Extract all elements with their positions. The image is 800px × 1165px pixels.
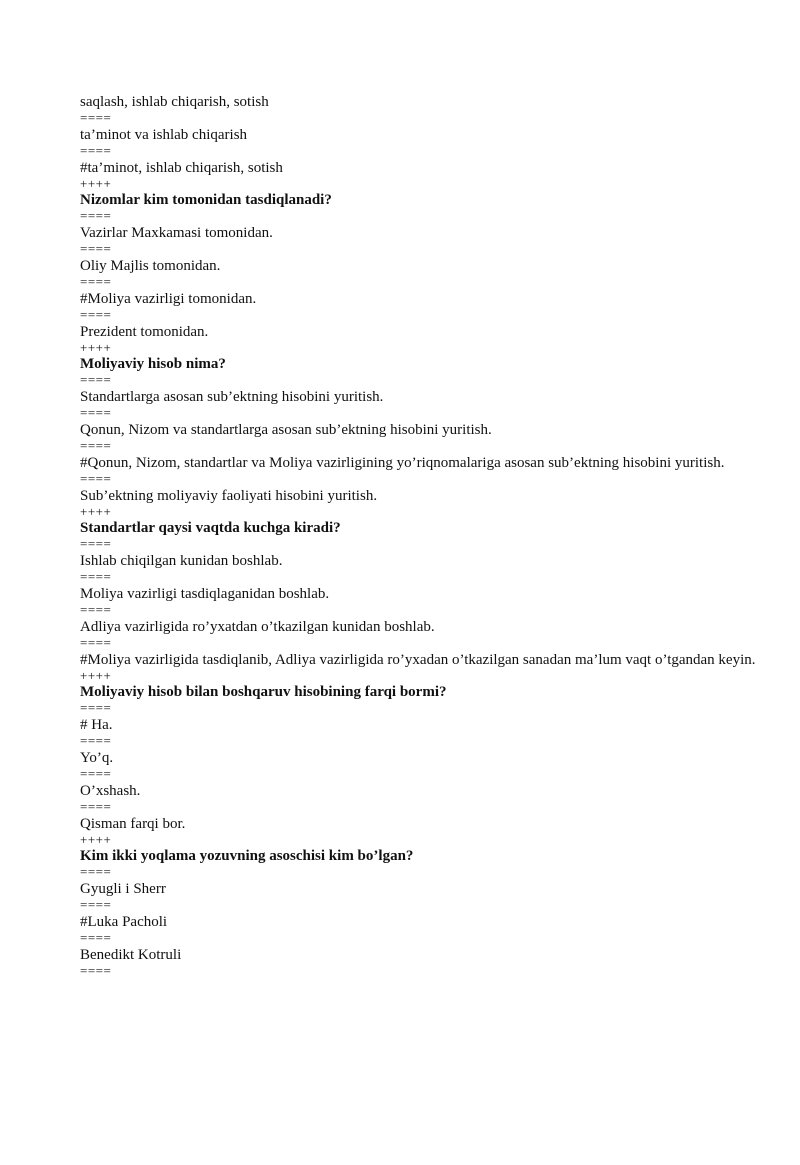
answer-option: Yo’q. <box>80 749 114 766</box>
answer-option: Standartlarga asosan sub’ektning hisobini yuritish. <box>80 389 384 406</box>
option-separator: ==== <box>80 897 112 913</box>
answer-option: ta’minot va ishlab chiqarish <box>80 126 248 143</box>
answer-option: Moliya vazirligi tasdiqlaganidan boshlab. <box>80 585 330 602</box>
answer-option: Qonun, Nizom va standartlarga asosan sub’ektning hisobini yuritish. <box>80 421 492 438</box>
answer-option-correct: #Luka Pacholi <box>80 913 168 930</box>
answer-option: Benedikt Kotruli <box>80 946 182 963</box>
option-separator: ==== <box>80 765 112 781</box>
option-separator: ==== <box>80 864 112 880</box>
option-separator: ==== <box>80 798 112 814</box>
question-separator: ++++ <box>80 175 112 191</box>
option-separator: ==== <box>80 208 112 224</box>
answer-option: Sub’ektning moliyaviy faoliyati hisobini yuritish. <box>80 487 378 504</box>
answer-option-correct: #Moliya vazirligida tasdiqlanib, Adliya vazirligida ro’yxadan o’tkazilgan sanadan ma’lum vaqt o’tgandan keyin. <box>80 651 756 668</box>
question-heading: Kim ikki yoqlama yozuvning asoschisi kim bo’lgan? <box>80 848 414 865</box>
question-separator: ++++ <box>80 503 112 519</box>
option-separator: ==== <box>80 241 112 257</box>
answer-option: Ishlab chiqilgan kunidan boshlab. <box>80 553 283 570</box>
answer-option: Gyugli i Sherr <box>80 881 166 898</box>
question-heading: Nizomlar kim tomonidan tasdiqlanadi? <box>80 192 332 209</box>
option-separator: ==== <box>80 733 112 749</box>
question-heading: Moliyaviy hisob bilan boshqaruv hisobining farqi bormi? <box>80 684 447 701</box>
question-separator: ++++ <box>80 831 112 847</box>
option-separator: ==== <box>80 372 112 388</box>
option-separator: ==== <box>80 700 112 716</box>
option-separator: ==== <box>80 437 112 453</box>
answer-option: Prezident tomonidan. <box>80 323 209 340</box>
question-heading: Standartlar qaysi vaqtda kuchga kiradi? <box>80 520 341 537</box>
answer-option: saqlash, ishlab chiqarish, sotish <box>80 94 269 110</box>
option-separator: ==== <box>80 142 112 158</box>
option-separator: ==== <box>80 569 112 585</box>
option-separator: ==== <box>80 405 112 421</box>
option-separator: ==== <box>80 470 112 486</box>
question-separator: ++++ <box>80 667 112 683</box>
answer-option: Adliya vazirligida ro’yxatdan o’tkazilgan kunidan boshlab. <box>80 618 435 635</box>
answer-option-correct: # Ha. <box>80 717 113 734</box>
question-separator: ++++ <box>80 339 112 355</box>
answer-option-correct: #ta’minot, ishlab chiqarish, sotish <box>80 159 283 176</box>
option-separator: ==== <box>80 306 112 322</box>
option-separator: ==== <box>80 962 112 978</box>
option-separator: ==== <box>80 929 112 945</box>
answer-option: O’xshash. <box>80 782 141 799</box>
answer-option: Oliy Majlis tomonidan. <box>80 257 221 274</box>
answer-option: Qisman farqi bor. <box>80 815 186 832</box>
option-separator: ==== <box>80 273 112 289</box>
question-heading: Moliyaviy hisob nima? <box>80 356 226 373</box>
option-separator: ==== <box>80 110 112 125</box>
answer-option-correct: #Moliya vazirligi tomonidan. <box>80 290 257 307</box>
answer-option: Vazirlar Maxkamasi tomonidan. <box>80 225 273 242</box>
option-separator: ==== <box>80 536 112 552</box>
document-body <box>80 93 780 979</box>
option-separator: ==== <box>80 634 112 650</box>
option-separator: ==== <box>80 601 112 617</box>
answer-option-correct: #Qonun, Nizom, standartlar va Moliya vazirligining yo’riqnomalariga asosan sub’ektning hisobini yuritish. <box>80 454 725 471</box>
